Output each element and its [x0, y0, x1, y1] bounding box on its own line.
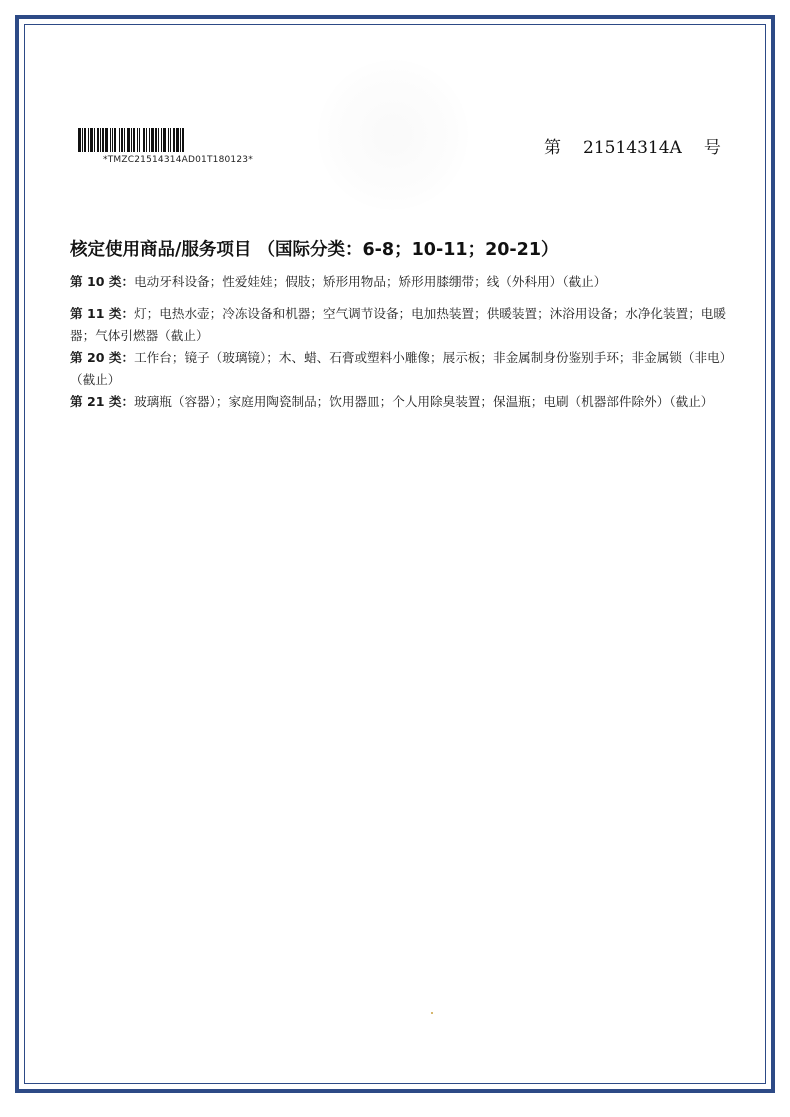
- certificate-number-prefix: 第: [544, 138, 561, 158]
- barcode-bar: [184, 128, 185, 152]
- certificate-number-suffix: 号: [703, 138, 721, 158]
- class-label: 第 20 类：: [70, 350, 135, 365]
- class-label: 第 21 类：: [70, 394, 135, 409]
- barcode: [78, 128, 268, 152]
- class-label: 第 10 类：: [70, 274, 135, 289]
- class-goods: 灯；电热水壶；冷冻设备和机器；空气调节设备；电加热装置；供暖装置；沐浴用设备；水净化装置；电暖器；气体引燃器（截止）: [70, 306, 726, 343]
- class-goods: 电动牙科设备；性爱娃娃；假肢；矫形用物品；矫形用膝绷带；线（外科用）（截止）: [134, 274, 607, 289]
- class-item-20: [70, 347, 730, 391]
- certificate-number-value: 21514314A: [583, 138, 682, 158]
- class-goods: 工作台；镜子（玻璃镜）；木、蜡、石膏或塑料小雕像；展示板；非金属制身份鉴别手环；非金属锁（非电）（截止）: [70, 350, 726, 387]
- class-label: 第 11 类：: [70, 306, 135, 321]
- class-item-21: [70, 391, 730, 413]
- class-list: [70, 271, 730, 413]
- class-goods: 玻璃瓶（容器）；家庭用陶瓷制品；饮用器皿；个人用除臭装置；保温瓶；电刷（机器部件除外）（截止）: [134, 394, 714, 409]
- watermark-seal: [318, 60, 468, 210]
- class-item-10: [70, 271, 730, 293]
- certificate-number: [544, 133, 721, 158]
- barcode-text: *TMZC21514314AD01T180123*: [103, 155, 253, 165]
- class-item-11: [70, 303, 730, 347]
- section-title: 核定使用商品/服务项目 （国际分类：6-8；10-11；20-21）: [70, 240, 559, 260]
- paper-speck: [431, 1012, 433, 1014]
